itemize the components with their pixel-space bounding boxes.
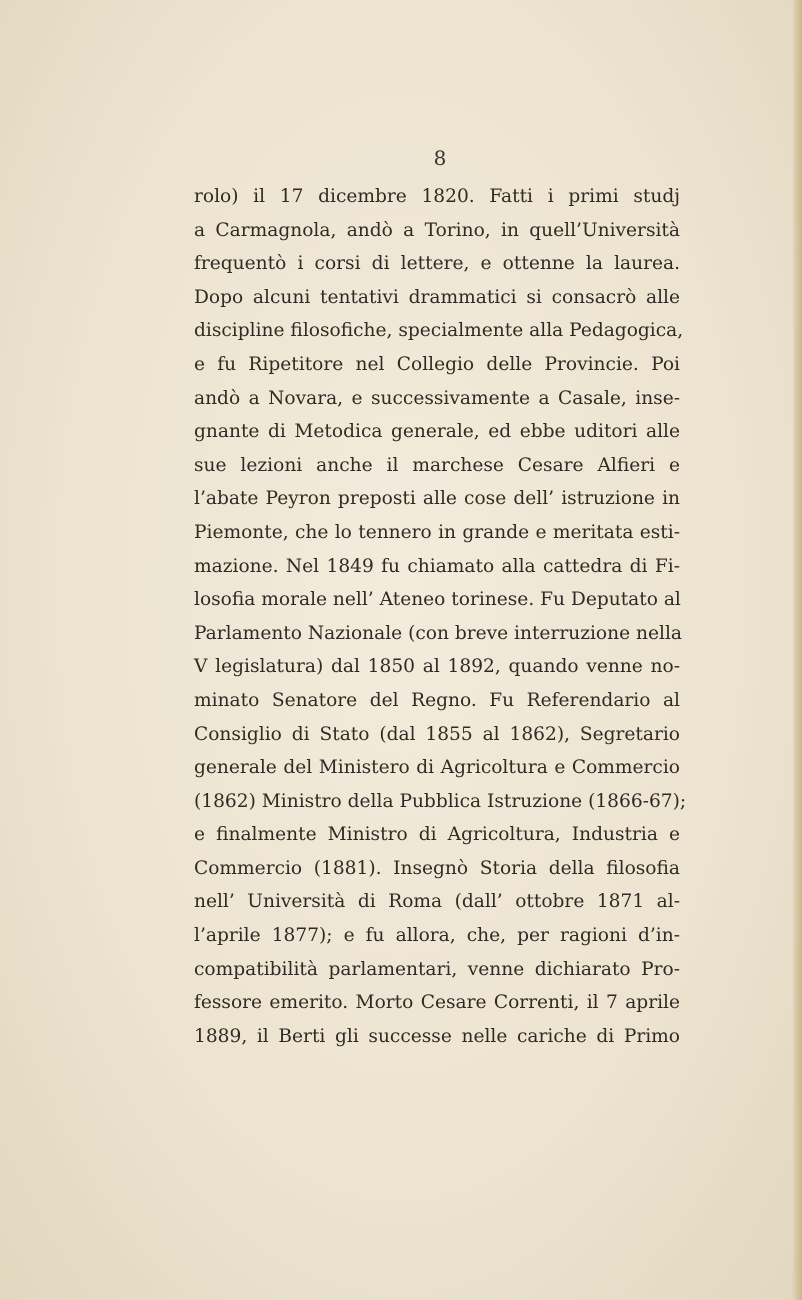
text-line: Commercio (1881). Insegnò Storia della filosofia — [194, 857, 680, 879]
text-line: (1862) Ministro della Pubblica Istruzione (1866-67); — [194, 790, 687, 812]
text-line: gnante di Metodica generale, ed ebbe uditori alle — [194, 421, 680, 443]
text-line: e finalmente Ministro di Agricoltura, Industria e — [194, 824, 680, 846]
text-line: frequentò i corsi di lettere, e ottenne la laurea. — [194, 253, 680, 275]
text-line: andò a Novara, e successivamente a Casale, inse- — [194, 387, 680, 409]
text-line: generale del Ministero di Agricoltura e Commercio — [194, 757, 680, 779]
text-line: Consiglio di Stato (dal 1855 al 1862), Segretario — [194, 723, 680, 745]
text-line: compatibilità parlamentari, venne dichiarato Pro- — [194, 958, 680, 980]
text-line: a Carmagnola, andò a Torino, in quell’Università — [194, 219, 680, 241]
text-line: nell’ Università di Roma (dall’ ottobre 1871 al- — [194, 891, 680, 913]
text-line: minato Senatore del Regno. Fu Referendario al — [194, 689, 680, 711]
text-line: l’abate Peyron preposti alle cose dell’ istruzione in — [194, 488, 680, 510]
text-line: rolo) il 17 dicembre 1820. Fatti i primi studj — [194, 186, 680, 207]
text-line: discipline filosofiche, specialmente alla Pedagogica, — [194, 320, 684, 342]
text-line: Dopo alcuni tentativi drammatici si consacrò alle — [194, 286, 680, 308]
text-line: mazione. Nel 1849 fu chiamato alla cattedra di Fi- — [194, 555, 680, 577]
text-line: sue lezioni anche il marchese Cesare Alfieri e — [194, 454, 680, 476]
text-line: l’aprile 1877); e fu allora, che, per ragioni d’in- — [194, 925, 680, 947]
page-edge — [792, 0, 802, 1300]
body-text — [194, 180, 687, 1053]
text-line: 1889, il Berti gli successe nelle cariche di Primo — [194, 1025, 680, 1047]
text-line: losofia morale nell’ Ateneo torinese. Fu Deputato al — [194, 589, 681, 611]
text-line: V legislatura) dal 1850 al 1892, quando venne no- — [194, 656, 680, 678]
text-line: Parlamento Nazionale (con breve interruzione nella — [194, 622, 682, 644]
text-line: fessore emerito. Morto Cesare Correnti, il 7 aprile — [194, 992, 680, 1014]
text-line: Piemonte, che lo tennero in grande e meritata esti- — [194, 521, 680, 543]
page-number: 8 — [433, 146, 447, 170]
text-line: e fu Ripetitore nel Collegio delle Provincie. Poi — [194, 353, 680, 375]
